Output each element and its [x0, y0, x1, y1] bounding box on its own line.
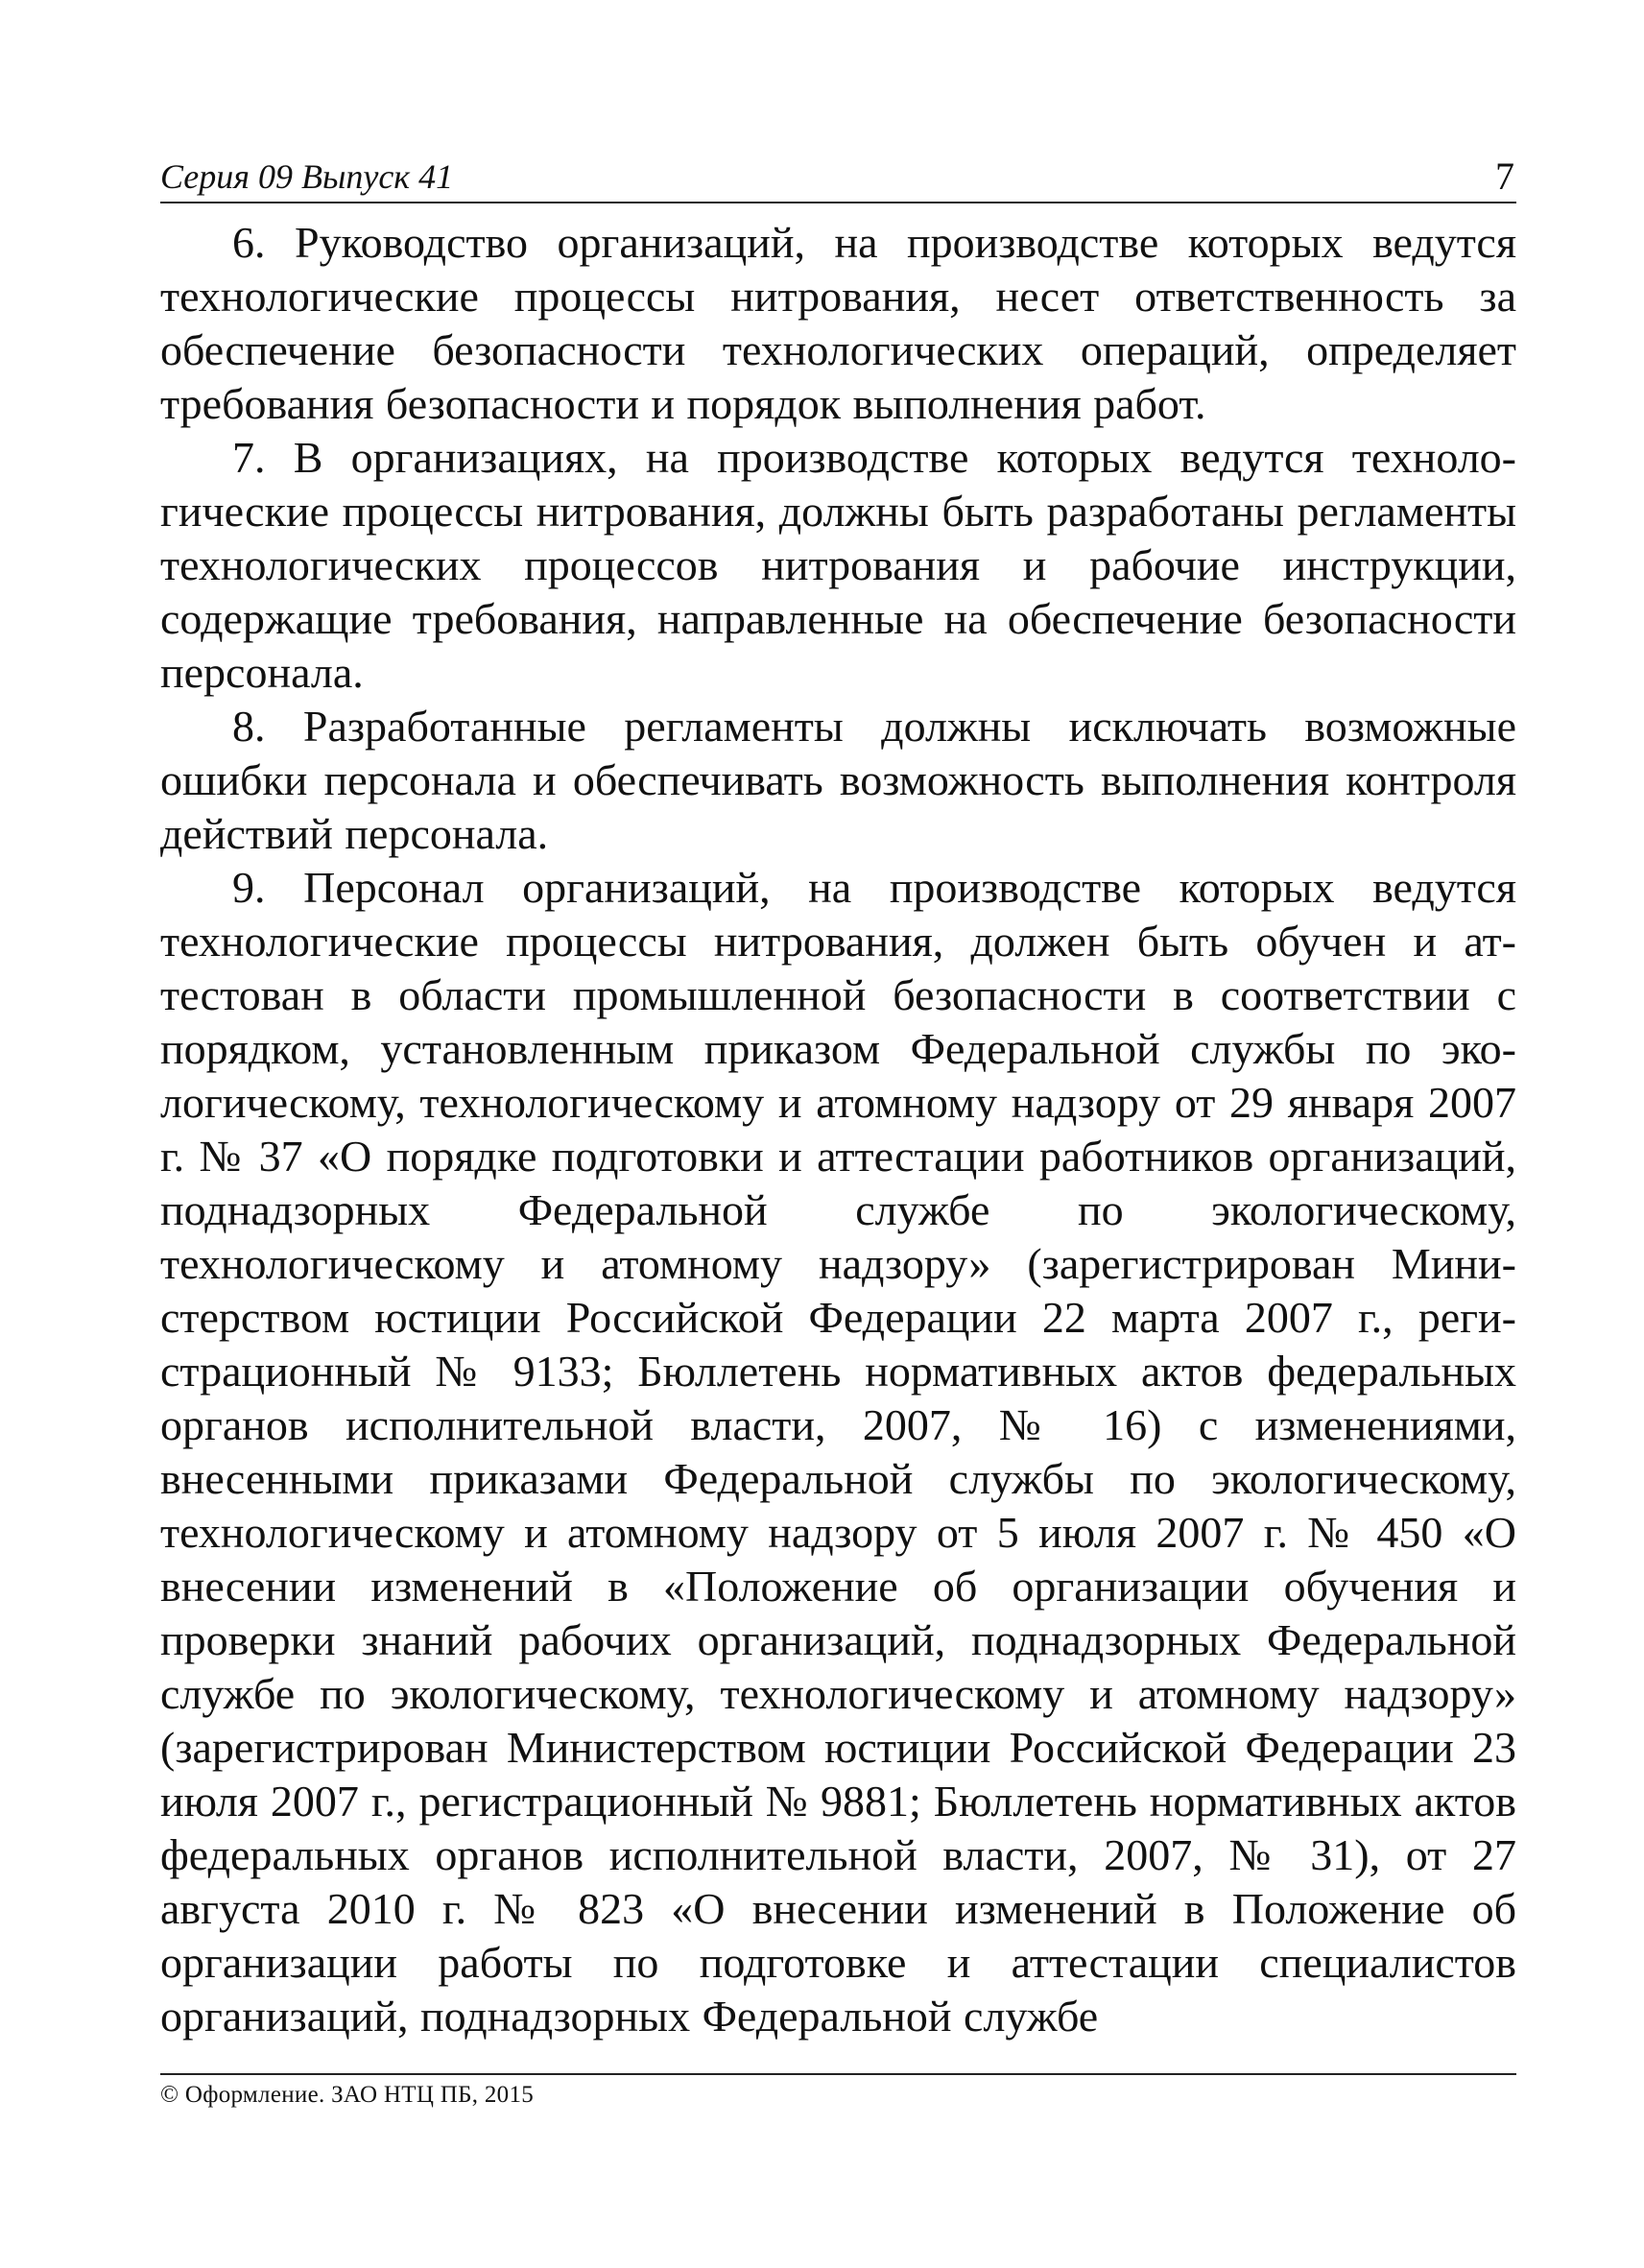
paragraph-7: 7. В организациях, на производстве которых ведутся технологические процессы нитрования, должны быть разработаны регламенты технологических процессов нитрования и рабочие инструкции, содержащие требования, направленные на обеспечение безопасности персонала. [160, 433, 1516, 697]
running-header [160, 152, 1516, 203]
body-text [160, 216, 1516, 2043]
copyright-footer: © Оформление. ЗАО НТЦ ПБ, 2015 [160, 2082, 535, 2108]
series-title: Серия 09 Выпуск 41 [160, 157, 454, 196]
footer-divider [160, 2073, 1516, 2075]
paragraph-6: 6. Руководство организаций, на производстве которых ведутся технологические процессы нитрования, несет ответственность за обеспечение безопасности технологических операций, определяет требования безопасности и порядок выполнения работ. [160, 218, 1516, 428]
paragraph-8: 8. Разработанные регламенты должны исключать возможные ошибки персонала и обеспечивать возможность выполнения контроля действий персонала. [160, 702, 1516, 858]
paragraph-9: 9. Персонал организаций, на производстве которых ведутся технологические процессы нитрования, должен быть обучен и аттестован в области промышленной безопасности в соответствии с порядком, установленным приказом Федеральной службы по экологическому, технологическому и атомному надзору от 29 января 2007 г. № 37 «О порядке подготовки и аттестации работников организаций, поднадзорных Федеральной службе по экологическому, технологическому и атомному надзору» (зарегистрирован Министерством юстиции Российской Федерации 22 марта 2007 г., регистрационный № 9133; Бюллетень нормативных актов федеральных органов исполнительной власти, 2007, № 16) с изменениями, внесенными приказами Федеральной службы по экологическому, технологическому и атомному надзору от 5 июля 2007 г. № 450 «О внесении изменений в «Положение об организации обучения и проверки знаний рабочих организаций, поднадзорных Федеральной службе по экологическому, технологическому и атомному надзору» (зарегистрирован Министерством юстиции Российской Федерации 23 июля 2007 г., регистрационный № 9881; Бюллетень нормативных актов федеральных органов исполнительной власти, 2007, № 31), от 27 августа 2010 г. № 823 «О внесении изменений в Положение об организации работы по подготовке и аттестации специалистов организаций, поднадзорных Федеральной службе [160, 863, 1516, 2041]
page-number: 7 [1495, 155, 1514, 198]
